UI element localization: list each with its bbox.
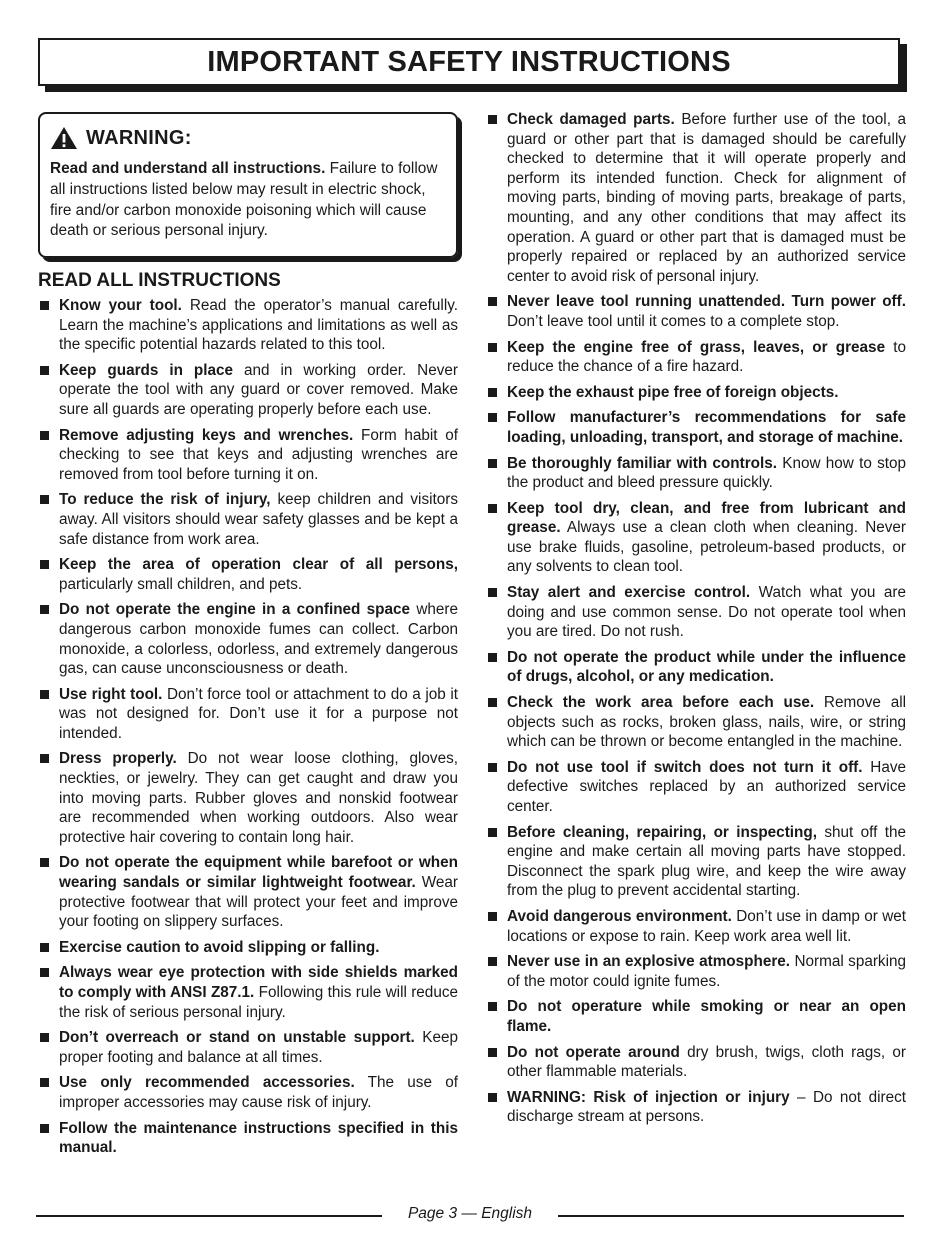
footer-rule-right <box>558 1215 904 1217</box>
list-item: Follow manufacturer’s recommendations for safe loading, unloading, transport, and storage of machine. <box>486 408 906 447</box>
list-item: Never leave tool running unattended. Turn power off. Don’t leave tool until it comes to a complete stop. <box>486 292 906 331</box>
list-item: Do not operature while smoking or near an open flame. <box>486 997 906 1036</box>
title-banner <box>38 38 900 86</box>
list-item: Remove adjusting keys and wrenches. Form habit of checking to see that keys and adjusting wrenches are removed from tool before turning it on. <box>38 426 458 485</box>
list-item: Avoid dangerous environment. Don’t use in damp or wet locations or expose to rain. Keep work area well lit. <box>486 907 906 946</box>
warning-triangle-icon <box>50 126 78 150</box>
section-heading: READ ALL INSTRUCTIONS <box>38 270 281 291</box>
list-item: Know your tool. Read the operator’s manual carefully. Learn the machine’s applications and limitations as well as the specific potential hazards related to this tool. <box>38 296 458 355</box>
warning-box <box>38 112 458 258</box>
warning-bold: Read and understand all instructions. <box>50 160 326 177</box>
list-item: Before cleaning, repairing, or inspecting, shut off the engine and make certain all moving parts have stopped. Disconnect the spark plug wire, and keep the wire away from the plug to prevent accidental starting. <box>486 823 906 901</box>
list-item: Exercise caution to avoid slipping or falling. <box>38 938 458 958</box>
page-number: Page 3 — English <box>407 1205 533 1222</box>
warning-text: Failure to follow all instructions listed below may result in electric shock, fire and/or carbon monoxide poisoning which will cause death or serious personal injury. <box>50 160 438 240</box>
right-column <box>486 110 906 1133</box>
list-item: Don’t overreach or stand on unstable support. Keep proper footing and balance at all times. <box>38 1028 458 1067</box>
list-item: Do not operate the equipment while barefoot or when wearing sandals or similar lightweight footwear. Wear protective footwear that will protect your feet and improve your footing on slippery surfaces. <box>38 853 458 931</box>
list-item: Keep the engine free of grass, leaves, or grease to reduce the chance of a fire hazard. <box>486 338 906 377</box>
list-item: Check damaged parts. Before further use of the tool, a guard or other part that is damaged should be carefully checked to determine that it will operate properly and perform its intended function. Check for alignment of moving parts, binding of moving parts, breakage of parts, mounting, and any other conditions that may affect its operation. A guard or other part that is damaged must be properly repaired or replaced by an authorized service center to avoid risk of personal injury. <box>486 110 906 286</box>
footer-rule-left <box>36 1215 382 1217</box>
warning-heading: WARNING: <box>86 126 192 149</box>
list-item: WARNING: Risk of injection or injury – Do not direct discharge stream at persons. <box>486 1088 906 1127</box>
list-item: Check the work area before each use. Remove all objects such as rocks, broken glass, nails, wire, or string which can be thrown or become entangled in the machine. <box>486 693 906 752</box>
left-column <box>38 296 458 1164</box>
list-item: Always wear eye protection with side shields marked to comply with ANSI Z87.1. Following this rule will reduce the risk of serious personal injury. <box>38 963 458 1022</box>
warning-header <box>50 126 446 150</box>
page-footer <box>36 1205 904 1225</box>
list-item: Keep the area of operation clear of all persons, particularly small children, and pets. <box>38 555 458 594</box>
list-item: Do not use tool if switch does not turn it off. Have defective switches replaced by an authorized service center. <box>486 758 906 817</box>
list-item: Be thoroughly familiar with controls. Know how to stop the product and bleed pressure quickly. <box>486 454 906 493</box>
list-item: Use only recommended accessories. The use of improper accessories may cause risk of injury. <box>38 1073 458 1112</box>
list-item: Stay alert and exercise control. Watch what you are doing and use common sense. Do not operate tool when you are tired. Do not rush. <box>486 583 906 642</box>
list-item: Do not operate the engine in a confined space where dangerous carbon monoxide fumes can collect. Carbon monoxide, a colorless, odorless, and extremely dangerous gas, can cause unconsciousness or death. <box>38 600 458 678</box>
list-item: Keep guards in place and in working order. Never operate the tool with any guard or cover removed. Make sure all guards are operating properly before each use. <box>38 361 458 420</box>
list-item: Do not operate the product while under the influence of drugs, alcohol, or any medication. <box>486 648 906 687</box>
list-item: Do not operate around dry brush, twigs, cloth rags, or other flammable materials. <box>486 1043 906 1082</box>
list-item: Follow the maintenance instructions specified in this manual. <box>38 1119 458 1158</box>
list-item: Keep the exhaust pipe free of foreign objects. <box>486 383 906 403</box>
warning-body <box>50 159 446 242</box>
page-title: IMPORTANT SAFETY INSTRUCTIONS <box>207 45 731 78</box>
list-item: Never use in an explosive atmosphere. Normal sparking of the motor could ignite fumes. <box>486 952 906 991</box>
list-item: To reduce the risk of injury, keep children and visitors away. All visitors should wear safety glasses and be kept a safe distance from work area. <box>38 490 458 549</box>
list-item: Keep tool dry, clean, and free from lubricant and grease. Always use a clean cloth when cleaning. Never use brake fluids, gasoline, petroleum-based products, or any solvents to clean tool. <box>486 499 906 577</box>
list-item: Use right tool. Don’t force tool or attachment to do a job it was not designed for. Don’t use it for a purpose not intended. <box>38 685 458 744</box>
list-item: Dress properly. Do not wear loose clothing, gloves, neckties, or jewelry. They can get caught and draw you into moving parts. Rubber gloves and nonskid footwear are recommended when working outdoors. Also wear protective hair covering to contain long hair. <box>38 749 458 847</box>
